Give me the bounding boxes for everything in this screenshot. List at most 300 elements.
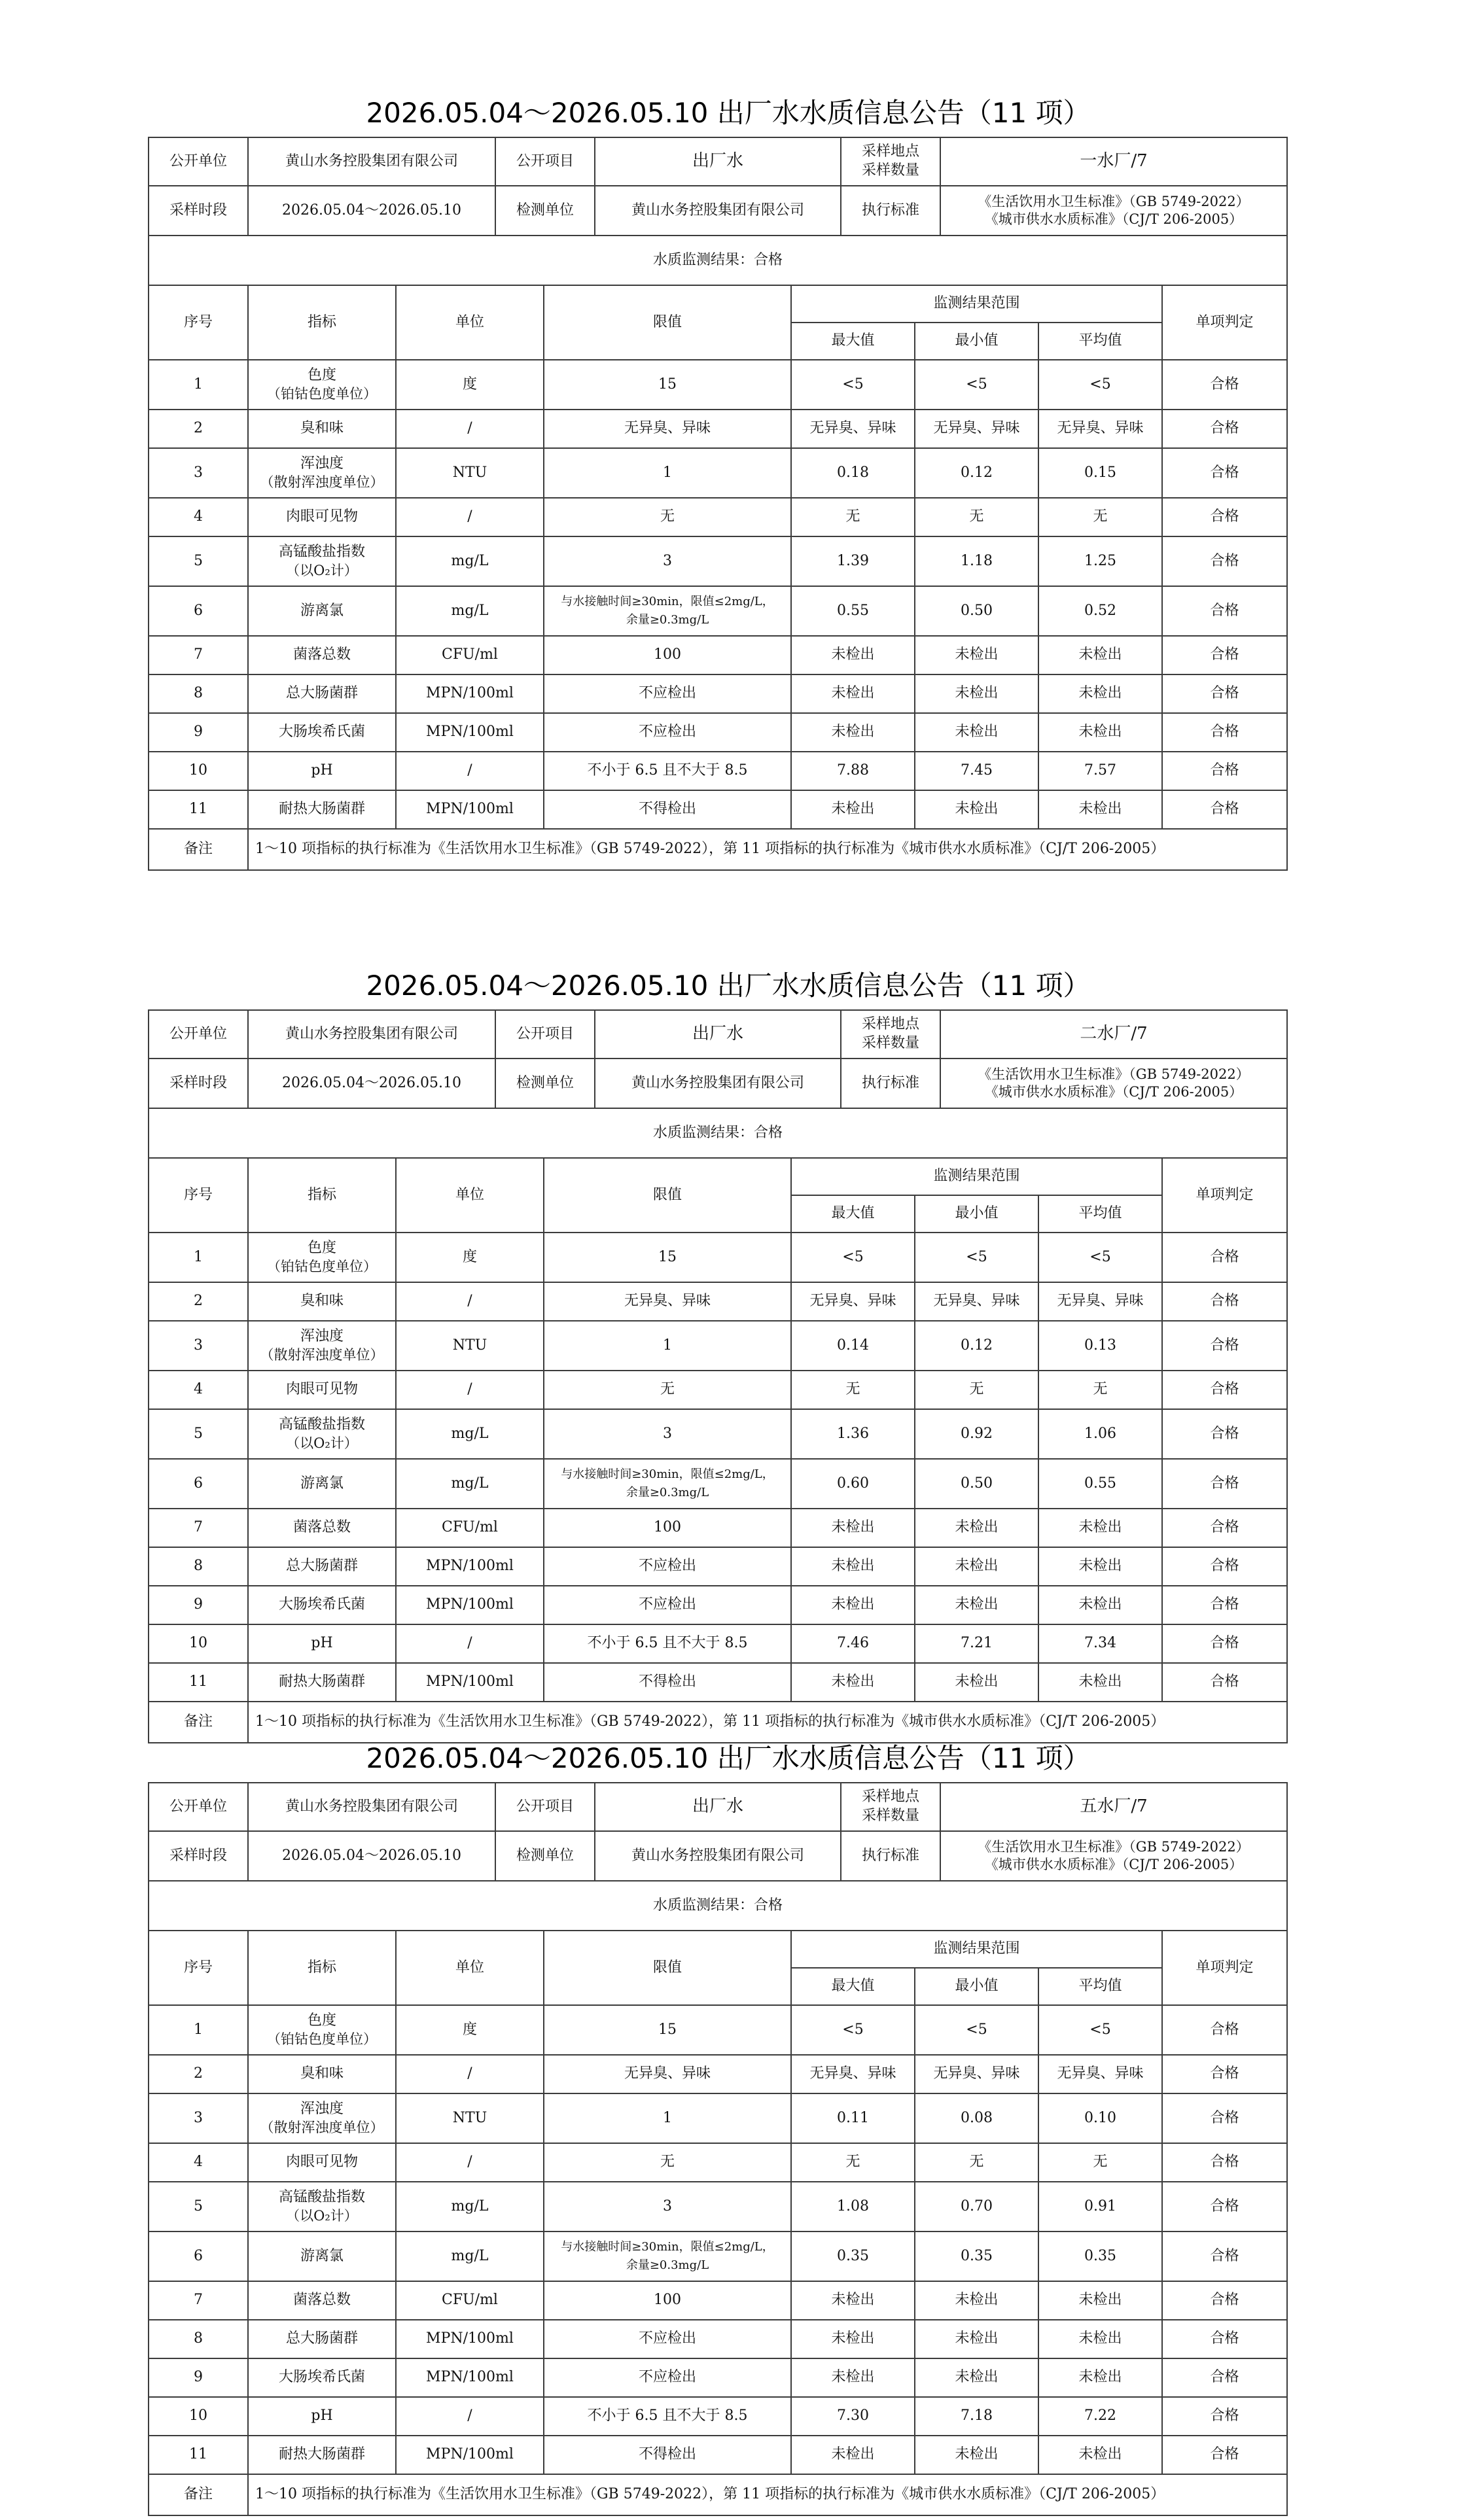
header-unit: 单位: [396, 1931, 544, 2005]
indicator-name-line: 高锰酸盐指数: [278, 2189, 365, 2206]
remark-row: [149, 2474, 1287, 2515]
cell-no: 2: [149, 410, 248, 448]
indicator-name-line: 总大肠菌群: [285, 1558, 358, 1575]
table-row: [149, 1371, 1287, 1409]
table-row: [149, 410, 1287, 448]
cell-judgment: 合格: [1162, 2358, 1287, 2397]
header-indicator: 指标: [248, 1931, 396, 2005]
cell-max: <5: [791, 2005, 915, 2055]
cell-indicator: [248, 1459, 396, 1509]
cell-indicator: [248, 448, 396, 498]
cell-min: 未检出: [915, 1509, 1038, 1547]
cell-judgment: 合格: [1162, 2055, 1287, 2093]
cell-indicator: [248, 2182, 396, 2231]
indicator-name-line: 游离氯: [300, 1475, 344, 1492]
site-label: [841, 1010, 940, 1059]
table-row: [149, 2281, 1287, 2320]
cell-avg: 未检出: [1038, 674, 1162, 713]
cell-indicator: [248, 674, 396, 713]
cell-min: 未检出: [915, 2320, 1038, 2358]
cell-max: 未检出: [791, 713, 915, 752]
limit-line: 不应检出: [638, 2369, 696, 2386]
cell-judgment: 合格: [1162, 1663, 1287, 1702]
cell-min: <5: [915, 1233, 1038, 1282]
cell-no: 6: [149, 1459, 248, 1509]
cell-limit: [544, 790, 791, 829]
cell-limit: [544, 360, 791, 410]
standard-label: 执行标准: [841, 186, 940, 236]
cell-avg: 7.22: [1038, 2397, 1162, 2436]
cell-avg: 0.10: [1038, 2093, 1162, 2143]
cell-min: 0.70: [915, 2182, 1038, 2231]
cell-unit: NTU: [396, 1321, 544, 1371]
cell-no: 3: [149, 2093, 248, 2143]
cell-no: 7: [149, 2281, 248, 2320]
lab-label: 检测单位: [495, 1831, 595, 1881]
publisher-value: 黄山水务控股集团有限公司: [248, 1010, 495, 1059]
cell-judgment: 合格: [1162, 498, 1287, 536]
item-value: 出厂水: [595, 1010, 841, 1059]
cell-limit: [544, 2093, 791, 2143]
header-max: 最大值: [791, 1968, 915, 2005]
site-label-line: 采样数量: [861, 1035, 919, 1051]
period-value: 2026.05.04～2026.05.10: [248, 1831, 495, 1881]
indicator-name-line: （散射浑浊度单位）: [260, 1346, 384, 1363]
limit-line: 与水接触时间≥30min，限值≤2mg/L，: [561, 2240, 774, 2254]
cell-max: 1.08: [791, 2182, 915, 2231]
cell-no: 3: [149, 448, 248, 498]
remark-label: 备注: [149, 1702, 248, 1743]
results-table: [148, 1880, 1288, 2516]
cell-min: 7.18: [915, 2397, 1038, 2436]
standard-line: 《城市供水水质标准》（CJ/T 206-2005）: [984, 1084, 1243, 1100]
cell-limit: [544, 1663, 791, 1702]
cell-no: 11: [149, 1663, 248, 1702]
cell-no: 8: [149, 1547, 248, 1586]
standard-label: 执行标准: [841, 1831, 940, 1881]
cell-indicator: [248, 1586, 396, 1624]
standard-value: [940, 1059, 1287, 1108]
cell-no: 7: [149, 636, 248, 674]
cell-avg: 未检出: [1038, 1663, 1162, 1702]
limit-line: 100: [654, 2292, 681, 2309]
limit-line: 不应检出: [638, 1596, 696, 1613]
info-row: [149, 1010, 1287, 1059]
indicator-name-line: 色度: [307, 2012, 336, 2029]
limit-line: 不得检出: [638, 801, 696, 818]
indicator-name-line: 耐热大肠菌群: [278, 1673, 365, 1690]
header-range: 监测结果范围: [791, 285, 1162, 323]
cell-indicator: [248, 790, 396, 829]
limit-line: 1: [663, 1337, 672, 1354]
item-value: 出厂水: [595, 137, 841, 186]
cell-avg: 未检出: [1038, 2320, 1162, 2358]
cell-unit: CFU/ml: [396, 636, 544, 674]
cell-min: 未检出: [915, 636, 1038, 674]
cell-unit: MPN/100ml: [396, 1663, 544, 1702]
table-row: [149, 790, 1287, 829]
header-row: [149, 285, 1287, 323]
cell-indicator: [248, 2320, 396, 2358]
cell-limit: [544, 2436, 791, 2474]
cell-max: 无异臭、异味: [791, 1282, 915, 1321]
cell-max: 无异臭、异味: [791, 410, 915, 448]
site-label-line: 采样地点: [861, 143, 919, 160]
indicator-name-line: 游离氯: [300, 2247, 344, 2264]
report-title: 2026.05.04～2026.05.10 出厂水水质信息公告（11 项）: [366, 1742, 1091, 1774]
cell-unit: MPN/100ml: [396, 2358, 544, 2397]
cell-indicator: [248, 2231, 396, 2281]
cell-max: <5: [791, 1233, 915, 1282]
indicator-name-line: 高锰酸盐指数: [278, 544, 365, 561]
header-max: 最大值: [791, 1195, 915, 1233]
cell-limit: [544, 674, 791, 713]
indicator-name-line: 浑浊度: [300, 455, 344, 472]
cell-indicator: [248, 713, 396, 752]
table-row: [149, 498, 1287, 536]
cell-judgment: 合格: [1162, 2281, 1287, 2320]
indicator-name-line: 游离氯: [300, 602, 344, 619]
cell-limit: [544, 752, 791, 790]
cell-unit: 度: [396, 360, 544, 410]
cell-avg: 1.25: [1038, 536, 1162, 586]
cell-judgment: 合格: [1162, 2005, 1287, 2055]
cell-max: 未检出: [791, 2320, 915, 2358]
header-judgment: 单项判定: [1162, 285, 1287, 360]
indicator-name-line: 肉眼可见物: [285, 1381, 358, 1398]
header-indicator: 指标: [248, 1158, 396, 1233]
cell-max: 0.11: [791, 2093, 915, 2143]
cell-avg: 1.06: [1038, 1409, 1162, 1459]
header-no: 序号: [149, 1158, 248, 1233]
water-quality-report: [148, 970, 1286, 1743]
header-avg: 平均值: [1038, 1968, 1162, 2005]
period-value: 2026.05.04～2026.05.10: [248, 186, 495, 236]
indicator-name-line: （以O₂计）: [286, 1435, 358, 1451]
remark-text: 1～10 项指标的执行标准为《生活饮用水卫生标准》（GB 5749-2022），第 11 项指标的执行标准为《城市供水水质标准》（CJ/T 206-2005）: [248, 1702, 1287, 1743]
cell-avg: 未检出: [1038, 2281, 1162, 2320]
cell-no: 9: [149, 713, 248, 752]
indicator-name-line: 高锰酸盐指数: [278, 1416, 365, 1433]
cell-indicator: [248, 536, 396, 586]
cell-unit: NTU: [396, 2093, 544, 2143]
cell-limit: [544, 1233, 791, 1282]
limit-line: 100: [654, 646, 681, 663]
cell-limit: [544, 586, 791, 636]
cell-min: 0.12: [915, 448, 1038, 498]
cell-avg: 0.91: [1038, 2182, 1162, 2231]
header-indicator: 指标: [248, 285, 396, 360]
cell-limit: [544, 1321, 791, 1371]
standard-value: [940, 1831, 1287, 1881]
cell-unit: /: [396, 498, 544, 536]
period-value: 2026.05.04～2026.05.10: [248, 1059, 495, 1108]
cell-limit: [544, 448, 791, 498]
limit-line: 不小于 6.5 且不大于 8.5: [587, 2407, 748, 2424]
cell-limit: [544, 1371, 791, 1409]
indicator-name-line: 肉眼可见物: [285, 2154, 358, 2171]
cell-indicator: [248, 2281, 396, 2320]
publisher-label: 公开单位: [149, 1783, 248, 1831]
cell-judgment: 合格: [1162, 1321, 1287, 1371]
limit-line: 不得检出: [638, 1673, 696, 1690]
cell-min: 0.50: [915, 586, 1038, 636]
cell-judgment: 合格: [1162, 586, 1287, 636]
indicator-name-line: 浑浊度: [300, 1328, 344, 1345]
cell-max: 未检出: [791, 1547, 915, 1586]
cell-no: 10: [149, 752, 248, 790]
info-table: [148, 137, 1288, 236]
cell-limit: [544, 536, 791, 586]
cell-unit: MPN/100ml: [396, 2436, 544, 2474]
limit-line: 100: [654, 1519, 681, 1536]
header-limit: 限值: [544, 1158, 791, 1233]
header-unit: 单位: [396, 1158, 544, 1233]
cell-min: 0.08: [915, 2093, 1038, 2143]
cell-avg: 未检出: [1038, 713, 1162, 752]
item-label: 公开项目: [495, 1783, 595, 1831]
cell-no: 11: [149, 2436, 248, 2474]
cell-min: 无: [915, 1371, 1038, 1409]
cell-unit: NTU: [396, 448, 544, 498]
cell-indicator: [248, 2005, 396, 2055]
table-row: [149, 2005, 1287, 2055]
header-judgment: 单项判定: [1162, 1931, 1287, 2005]
cell-max: 未检出: [791, 1509, 915, 1547]
cell-unit: /: [396, 1624, 544, 1663]
header-limit: 限值: [544, 285, 791, 360]
cell-indicator: [248, 1547, 396, 1586]
cell-limit: [544, 2397, 791, 2436]
header-min: 最小值: [915, 323, 1038, 360]
cell-max: 未检出: [791, 790, 915, 829]
cell-avg: 未检出: [1038, 1547, 1162, 1586]
cell-min: 0.92: [915, 1409, 1038, 1459]
table-row: [149, 586, 1287, 636]
cell-min: 7.45: [915, 752, 1038, 790]
cell-max: 无: [791, 2143, 915, 2182]
cell-no: 11: [149, 790, 248, 829]
cell-indicator: [248, 1233, 396, 1282]
site-label-line: 采样地点: [861, 1016, 919, 1033]
limit-line: 3: [663, 2197, 672, 2214]
cell-judgment: 合格: [1162, 752, 1287, 790]
cell-indicator: [248, 752, 396, 790]
cell-min: 未检出: [915, 2358, 1038, 2397]
table-row: [149, 360, 1287, 410]
header-row: [149, 1931, 1287, 1968]
cell-limit: [544, 2182, 791, 2231]
limit-line: 1: [663, 464, 672, 481]
cell-no: 1: [149, 1233, 248, 1282]
limit-line: 余量≥0.3mg/L: [626, 2258, 709, 2272]
cell-unit: /: [396, 752, 544, 790]
table-row: [149, 2320, 1287, 2358]
cell-judgment: 合格: [1162, 1509, 1287, 1547]
cell-max: 未检出: [791, 674, 915, 713]
cell-indicator: [248, 2143, 396, 2182]
cell-judgment: 合格: [1162, 1233, 1287, 1282]
cell-limit: [544, 1547, 791, 1586]
cell-max: 无异臭、异味: [791, 2055, 915, 2093]
header-max: 最大值: [791, 323, 915, 360]
water-quality-report: [148, 1742, 1286, 2516]
limit-line: 不应检出: [638, 1558, 696, 1575]
remark-text: 1～10 项指标的执行标准为《生活饮用水卫生标准》（GB 5749-2022），第 11 项指标的执行标准为《城市供水水质标准》（CJ/T 206-2005）: [248, 829, 1287, 870]
cell-unit: mg/L: [396, 1409, 544, 1459]
cell-max: 1.36: [791, 1409, 915, 1459]
cell-max: 0.18: [791, 448, 915, 498]
cell-indicator: [248, 2397, 396, 2436]
cell-min: 未检出: [915, 1586, 1038, 1624]
indicator-name-line: （铂钴色度单位）: [267, 2031, 377, 2047]
cell-limit: [544, 2320, 791, 2358]
cell-limit: [544, 2281, 791, 2320]
cell-indicator: [248, 1663, 396, 1702]
report-title: 2026.05.04～2026.05.10 出厂水水质信息公告（11 项）: [366, 97, 1091, 129]
indicator-name-line: 耐热大肠菌群: [278, 2446, 365, 2463]
cell-min: <5: [915, 2005, 1038, 2055]
limit-line: 与水接触时间≥30min，限值≤2mg/L，: [561, 595, 774, 609]
indicator-name-line: 菌落总数: [292, 646, 351, 663]
item-value: 出厂水: [595, 1783, 841, 1831]
cell-judgment: 合格: [1162, 790, 1287, 829]
cell-avg: 未检出: [1038, 636, 1162, 674]
cell-limit: [544, 2143, 791, 2182]
cell-indicator: [248, 2055, 396, 2093]
remark-text: 1～10 项指标的执行标准为《生活饮用水卫生标准》（GB 5749-2022），第 11 项指标的执行标准为《城市供水水质标准》（CJ/T 206-2005）: [248, 2474, 1287, 2515]
cell-no: 6: [149, 2231, 248, 2281]
cell-avg: 无: [1038, 2143, 1162, 2182]
indicator-name-line: 耐热大肠菌群: [278, 801, 365, 818]
cell-unit: /: [396, 2055, 544, 2093]
table-row: [149, 1233, 1287, 1282]
limit-line: 无: [660, 508, 675, 525]
site-label-line: 采样地点: [861, 1789, 919, 1806]
results-table: [148, 1108, 1288, 1743]
table-row: [149, 1282, 1287, 1321]
indicator-name-line: 色度: [307, 1240, 336, 1257]
cell-avg: 未检出: [1038, 1586, 1162, 1624]
publisher-value: 黄山水务控股集团有限公司: [248, 1783, 495, 1831]
table-row: [149, 1547, 1287, 1586]
indicator-name-line: （铂钴色度单位）: [267, 1258, 377, 1274]
cell-unit: MPN/100ml: [396, 2320, 544, 2358]
cell-avg: 7.57: [1038, 752, 1162, 790]
indicator-name-line: 菌落总数: [292, 2292, 351, 2309]
cell-max: <5: [791, 360, 915, 410]
indicator-name-line: 浑浊度: [300, 2101, 344, 2118]
cell-judgment: 合格: [1162, 1547, 1287, 1586]
limit-line: 不小于 6.5 且不大于 8.5: [587, 762, 748, 779]
water-quality-report: [148, 97, 1286, 871]
limit-line: 余量≥0.3mg/L: [626, 1486, 709, 1499]
cell-no: 5: [149, 2182, 248, 2231]
standard-line: 《生活饮用水卫生标准》（GB 5749-2022）: [978, 193, 1250, 209]
indicator-name-line: 大肠埃希氏菌: [278, 724, 365, 741]
limit-line: 不小于 6.5 且不大于 8.5: [587, 1635, 748, 1652]
cell-min: 未检出: [915, 674, 1038, 713]
cell-no: 5: [149, 1409, 248, 1459]
result-row: [149, 1108, 1287, 1158]
indicator-name-line: pH: [311, 2407, 333, 2424]
cell-min: 0.50: [915, 1459, 1038, 1509]
lab-value: 黄山水务控股集团有限公司: [595, 186, 841, 236]
cell-judgment: 合格: [1162, 2093, 1287, 2143]
table-row: [149, 1586, 1287, 1624]
cell-max: 1.39: [791, 536, 915, 586]
indicator-name-line: （以O₂计）: [286, 2207, 358, 2224]
cell-indicator: [248, 1624, 396, 1663]
table-row: [149, 713, 1287, 752]
cell-no: 4: [149, 1371, 248, 1409]
cell-judgment: 合格: [1162, 448, 1287, 498]
cell-indicator: [248, 2436, 396, 2474]
cell-avg: 未检出: [1038, 790, 1162, 829]
standard-label: 执行标准: [841, 1059, 940, 1108]
standard-line: 《城市供水水质标准》（CJ/T 206-2005）: [984, 211, 1243, 227]
cell-unit: 度: [396, 1233, 544, 1282]
publisher-value: 黄山水务控股集团有限公司: [248, 137, 495, 186]
cell-limit: [544, 2005, 791, 2055]
table-row: [149, 2143, 1287, 2182]
table-row: [149, 448, 1287, 498]
info-table: [148, 1009, 1288, 1109]
indicator-name-line: 肉眼可见物: [285, 508, 358, 525]
cell-judgment: 合格: [1162, 636, 1287, 674]
period-label: 采样时段: [149, 1059, 248, 1108]
cell-limit: [544, 498, 791, 536]
cell-unit: MPN/100ml: [396, 1547, 544, 1586]
period-label: 采样时段: [149, 1831, 248, 1881]
cell-unit: mg/L: [396, 2182, 544, 2231]
cell-indicator: [248, 1282, 396, 1321]
header-judgment: 单项判定: [1162, 1158, 1287, 1233]
table-row: [149, 2358, 1287, 2397]
cell-unit: MPN/100ml: [396, 790, 544, 829]
cell-min: 未检出: [915, 2281, 1038, 2320]
cell-avg: 无异臭、异味: [1038, 410, 1162, 448]
table-row: [149, 2231, 1287, 2281]
cell-min: 0.12: [915, 1321, 1038, 1371]
item-label: 公开项目: [495, 1010, 595, 1059]
cell-min: 7.21: [915, 1624, 1038, 1663]
result-row: [149, 236, 1287, 285]
limit-line: 不得检出: [638, 2446, 696, 2463]
cell-avg: 0.52: [1038, 586, 1162, 636]
info-row: [149, 1059, 1287, 1108]
indicator-name-line: 臭和味: [300, 1293, 344, 1310]
limit-line: 余量≥0.3mg/L: [626, 613, 709, 627]
cell-no: 2: [149, 2055, 248, 2093]
lab-label: 检测单位: [495, 1059, 595, 1108]
cell-no: 2: [149, 1282, 248, 1321]
limit-line: 15: [658, 376, 677, 393]
limit-line: 无: [660, 2154, 675, 2171]
lab-label: 检测单位: [495, 186, 595, 236]
lab-value: 黄山水务控股集团有限公司: [595, 1059, 841, 1108]
cell-judgment: 合格: [1162, 410, 1287, 448]
cell-avg: 未检出: [1038, 1509, 1162, 1547]
site-value: 二水厂/7: [940, 1010, 1287, 1059]
table-row: [149, 636, 1287, 674]
cell-avg: 0.35: [1038, 2231, 1162, 2281]
table-row: [149, 674, 1287, 713]
cell-indicator: [248, 636, 396, 674]
cell-min: 1.18: [915, 536, 1038, 586]
cell-unit: MPN/100ml: [396, 1586, 544, 1624]
info-row: [149, 1783, 1287, 1831]
